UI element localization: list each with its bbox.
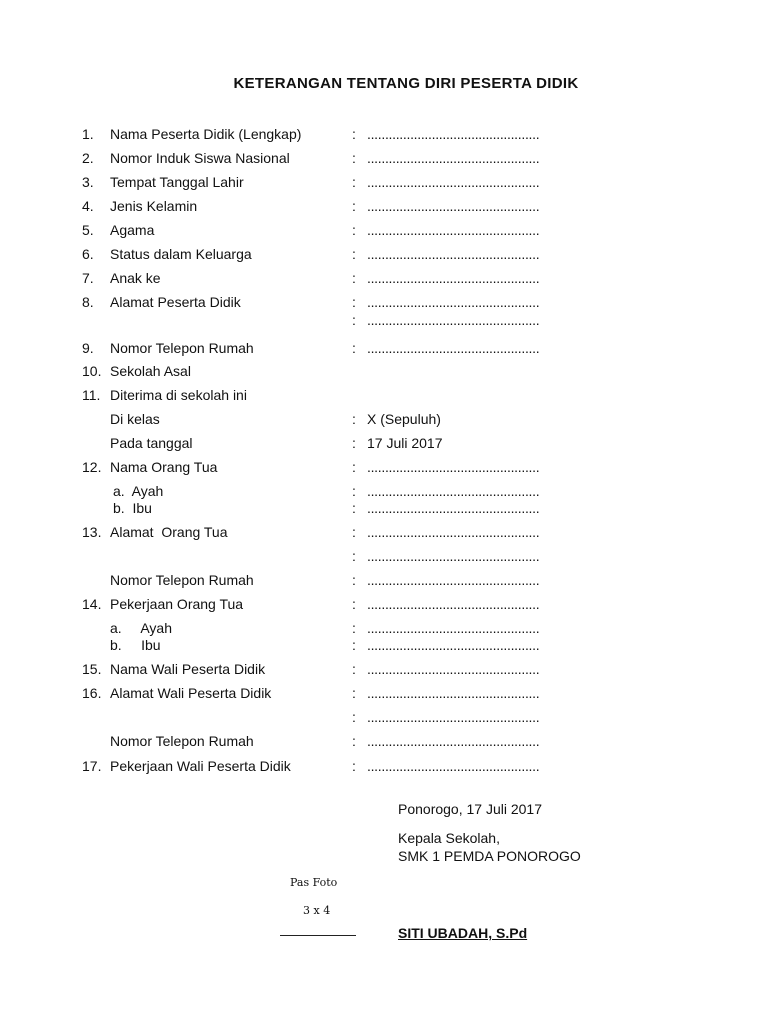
field-value: X (Sepuluh) bbox=[367, 411, 441, 427]
field-number: 6. bbox=[82, 246, 94, 262]
field-colon: : bbox=[352, 150, 356, 166]
field-number: 15. bbox=[82, 661, 102, 677]
document-title: KETERANGAN TENTANG DIRI PESERTA DIDIK bbox=[233, 75, 579, 92]
field-colon: : bbox=[352, 483, 356, 499]
field-colon: : bbox=[352, 312, 356, 328]
field-blank: ................................................ bbox=[367, 483, 540, 499]
field-label: Alamat Peserta Didik bbox=[110, 294, 241, 310]
field-number: 16. bbox=[82, 685, 102, 701]
field-colon: : bbox=[352, 500, 356, 516]
signature-school: SMK 1 PEMDA PONOROGO bbox=[398, 848, 581, 864]
field-blank: ................................................ bbox=[367, 524, 540, 540]
field-colon: : bbox=[352, 411, 356, 427]
field-blank: ................................................ bbox=[367, 596, 540, 612]
field-label: Agama bbox=[110, 222, 155, 238]
field-label: Pekerjaan Wali Peserta Didik bbox=[110, 758, 291, 774]
field-label: Di kelas bbox=[110, 411, 160, 427]
signature-position: Kepala Sekolah, bbox=[398, 830, 500, 846]
field-label: a. Ayah bbox=[110, 620, 173, 636]
field-colon: : bbox=[352, 198, 356, 214]
field-label: Sekolah Asal bbox=[110, 363, 191, 379]
field-label: a. Ayah bbox=[113, 483, 164, 499]
field-blank: ................................................ bbox=[367, 548, 540, 564]
field-label: Nama Wali Peserta Didik bbox=[110, 661, 266, 677]
field-colon: : bbox=[352, 340, 356, 356]
field-number: 17. bbox=[82, 758, 102, 774]
field-number: 5. bbox=[82, 222, 94, 238]
field-label: b. Ibu bbox=[110, 637, 161, 653]
field-number: 11. bbox=[82, 387, 101, 403]
field-colon: : bbox=[352, 222, 356, 238]
field-colon: : bbox=[352, 548, 356, 564]
field-colon: : bbox=[352, 596, 356, 612]
field-label: Status dalam Keluarga bbox=[110, 246, 252, 262]
field-label: Nomor Telepon Rumah bbox=[110, 733, 254, 749]
field-label: b. Ibu bbox=[113, 500, 152, 516]
field-number: 8. bbox=[82, 294, 94, 310]
field-blank: ................................................ bbox=[367, 270, 540, 286]
field-label: Nomor Telepon Rumah bbox=[110, 340, 254, 356]
field-label: Jenis Kelamin bbox=[110, 198, 198, 214]
field-number: 14. bbox=[82, 596, 102, 612]
field-number: 4. bbox=[82, 198, 94, 214]
field-blank: ................................................ bbox=[367, 685, 540, 701]
field-number: 10. bbox=[82, 363, 102, 379]
field-number: 2. bbox=[82, 150, 94, 166]
field-blank: ................................................ bbox=[367, 150, 540, 166]
field-blank: ................................................ bbox=[367, 620, 540, 636]
field-blank: ................................................ bbox=[367, 294, 540, 310]
field-blank: ................................................ bbox=[367, 174, 540, 190]
field-colon: : bbox=[352, 459, 356, 475]
field-blank: ................................................ bbox=[367, 637, 540, 653]
signature-place-date: Ponorogo, 17 Juli 2017 bbox=[398, 801, 542, 817]
field-colon: : bbox=[352, 637, 356, 653]
field-label: Nama Peserta Didik (Lengkap) bbox=[110, 126, 302, 142]
field-label: Tempat Tanggal Lahir bbox=[110, 174, 244, 190]
field-blank: ................................................ bbox=[367, 709, 540, 725]
field-colon: : bbox=[352, 758, 356, 774]
field-blank: ................................................ bbox=[367, 572, 540, 588]
field-number: 1. bbox=[82, 126, 94, 142]
field-colon: : bbox=[352, 685, 356, 701]
field-blank: ................................................ bbox=[367, 733, 540, 749]
field-colon: : bbox=[352, 661, 356, 677]
field-label: Nomor Induk Siswa Nasional bbox=[110, 150, 290, 166]
field-blank: ................................................ bbox=[367, 246, 540, 262]
field-label: Nomor Telepon Rumah bbox=[110, 572, 254, 588]
field-number: 12. bbox=[82, 459, 102, 475]
field-colon: : bbox=[352, 174, 356, 190]
field-label: Nama Orang Tua bbox=[110, 459, 218, 475]
field-blank: ................................................ bbox=[367, 459, 540, 475]
field-blank: ................................................ bbox=[367, 340, 540, 356]
signature-underline bbox=[280, 935, 356, 936]
principal-name: SITI UBADAH, S.Pd bbox=[398, 925, 528, 941]
field-colon: : bbox=[352, 246, 356, 262]
field-label: Alamat Orang Tua bbox=[110, 524, 228, 540]
field-label: Diterima di sekolah ini bbox=[110, 387, 247, 403]
field-number: 7. bbox=[82, 270, 94, 286]
field-colon: : bbox=[352, 709, 356, 725]
field-blank: ................................................ bbox=[367, 222, 540, 238]
field-colon: : bbox=[352, 524, 356, 540]
field-colon: : bbox=[352, 270, 356, 286]
field-value: 17 Juli 2017 bbox=[367, 435, 443, 451]
field-label: Alamat Wali Peserta Didik bbox=[110, 685, 272, 701]
field-colon: : bbox=[352, 126, 356, 142]
field-label: Anak ke bbox=[110, 270, 161, 286]
photo-label: Pas Foto bbox=[290, 876, 338, 889]
photo-size: 3 x 4 bbox=[303, 904, 331, 917]
field-colon: : bbox=[352, 294, 356, 310]
field-number: 9. bbox=[82, 340, 94, 356]
field-blank: ................................................ bbox=[367, 500, 540, 516]
field-colon: : bbox=[352, 435, 356, 451]
field-blank: ................................................ bbox=[367, 661, 540, 677]
field-colon: : bbox=[352, 733, 356, 749]
field-blank: ................................................ bbox=[367, 312, 540, 328]
field-blank: ................................................ bbox=[367, 126, 540, 142]
field-colon: : bbox=[352, 620, 356, 636]
field-blank: ................................................ bbox=[367, 198, 540, 214]
field-number: 3. bbox=[82, 174, 94, 190]
field-blank: ................................................ bbox=[367, 758, 540, 774]
field-label: Pekerjaan Orang Tua bbox=[110, 596, 244, 612]
field-label: Pada tanggal bbox=[110, 435, 193, 451]
field-number: 13. bbox=[82, 524, 102, 540]
field-colon: : bbox=[352, 572, 356, 588]
